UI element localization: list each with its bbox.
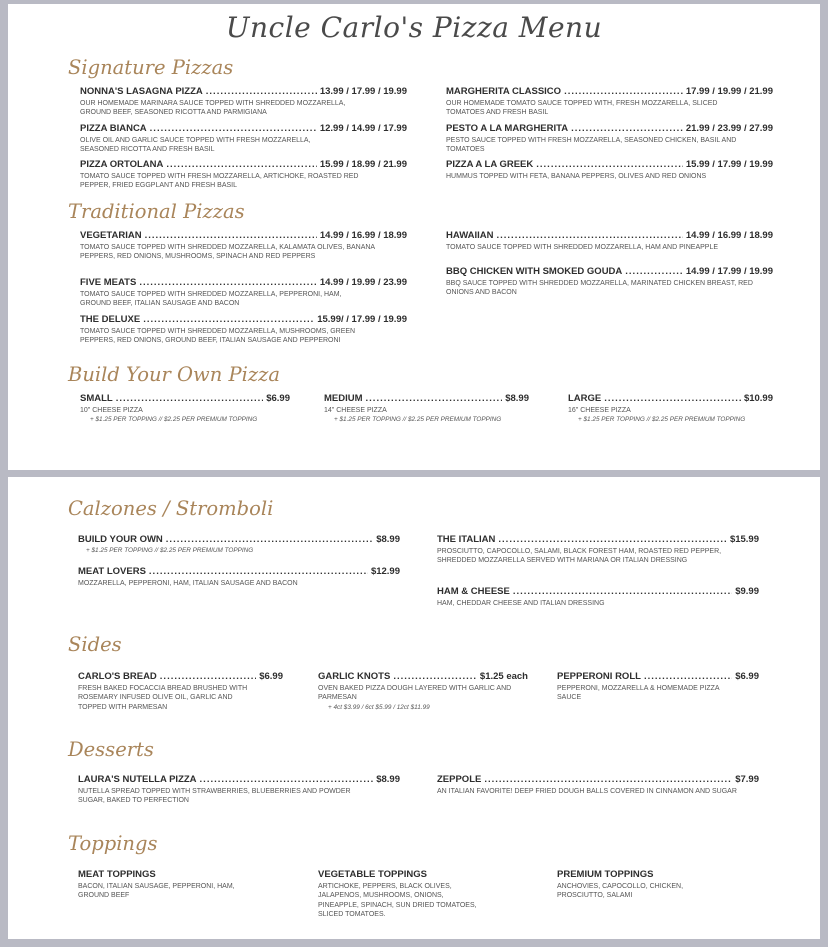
item-description: HAM, CHEDDAR CHEESE AND ITALIAN DRESSING: [437, 600, 605, 607]
item-name: THE DELUXE: [80, 314, 141, 325]
menu-item: [446, 266, 773, 298]
section-title-build: Build Your Own Pizza: [68, 363, 281, 386]
item-quantity-pricing: + 4ct $3.99 / 6ct $5.99 / 12ct $11.99: [328, 703, 430, 711]
item-price: 14.99 / 19.99 / 23.99: [319, 277, 407, 288]
item-price: $7.99: [735, 774, 759, 785]
menu-page-2: [8, 477, 820, 939]
item-description: PESTO SAUCE TOPPED WITH FRESH MOZZARELLA, SEASONED CHICKEN, BASIL AND TOMATOES: [446, 137, 737, 154]
topping-group: [78, 869, 253, 901]
item-description: BBQ SAUCE TOPPED WITH SHREDDED MOZZARELLA, MARINATED CHICKEN BREAST, RED ONIONS AND BACON: [446, 280, 753, 297]
item-description: OUR HOMEMADE MARINARA SAUCE TOPPED WITH SHREDDED MOZZARELLA, GROUND BEEF, SEASONED RICOTTA AND PARMIGIANA: [80, 100, 346, 117]
item-name: LARGE: [568, 393, 602, 404]
topping-group-name: PREMIUM TOPPINGS: [557, 869, 654, 880]
item-description: PROSCIUTTO, CAPOCOLLO, SALAMI, BLACK FOREST HAM, ROASTED RED PEPPER, SHREDDED MOZZARELLA SERVED WITH MARIANA OR ITALIAN DRESSING: [437, 548, 722, 565]
item-name: NONNA'S LASAGNA PIZZA: [80, 86, 203, 97]
item-name: MARGHERITA CLASSICO: [446, 86, 562, 97]
item-name: CARLO'S BREAD: [78, 671, 157, 682]
item-price: $1.25 each: [479, 671, 528, 682]
item-description: OUR HOMEMADE TOMATO SAUCE TOPPED WITH, FRESH MOZZARELLA, SLICED TOMATOES AND FRESH BASIL: [446, 100, 718, 117]
topping-group: [557, 869, 732, 901]
menu-item: [437, 586, 759, 608]
item-price: $10.99: [743, 393, 773, 404]
topping-group-list: BACON, ITALIAN SAUSAGE, PEPPERONI, HAM, GROUND BEEF: [78, 883, 235, 900]
menu-title: Uncle Carlo's Pizza Menu: [225, 11, 603, 44]
menu-item: [318, 671, 528, 712]
item-price: 15.99 / 17.99 / 19.99: [685, 159, 773, 170]
menu-item: [80, 314, 407, 346]
item-name: PIZZA BIANCA: [80, 123, 147, 134]
item-price: $8.99: [376, 774, 400, 785]
item-price: 21.99 / 23.99 / 27.99: [685, 123, 773, 134]
topping-group: [318, 869, 493, 920]
item-name: PIZZA ORTOLANA: [80, 159, 164, 170]
item-description: TOMATO SAUCE TOPPED WITH SHREDDED MOZZARELLA, KALAMATA OLIVES, BANANA PEPPERS, RED ONIONS, MUSHROOMS, SPINACH AND RED PEPPERS: [80, 244, 375, 261]
section-title-toppings: Toppings: [68, 832, 158, 855]
item-price: 13.99 / 17.99 / 19.99: [319, 86, 407, 97]
topping-group-list: ANCHOVIES, CAPOCOLLO, CHICKEN, PROSCIUTTO, SALAMI: [557, 883, 684, 900]
menu-item: [78, 566, 400, 588]
menu-item: [324, 393, 529, 424]
item-description: TOMATO SAUCE TOPPED WITH FRESH MOZZARELLA, ARTICHOKE, ROASTED RED PEPPER, FRIED EGGPLANT AND FRESH BASIL: [80, 173, 359, 190]
item-description: TOMATO SAUCE TOPPED WITH SHREDDED MOZZARELLA, MUSHROOMS, GREEN PEPPERS, RED ONIONS, GROUND BEEF, ITALIAN SAUSAGE AND PEPPERONI: [80, 328, 356, 345]
item-description: HUMMUS TOPPED WITH FETA, BANANA PEPPERS, OLIVES AND RED ONIONS: [446, 173, 707, 180]
item-description: AN ITALIAN FAVORITE! DEEP FRIED DOUGH BALLS COVERED IN CINNAMON AND SUGAR: [437, 788, 737, 795]
item-name: ZEPPOLE: [437, 774, 482, 785]
item-name: HAM & CHEESE: [437, 586, 510, 597]
item-topping-note: + $1.25 PER TOPPING // $2.25 PER PREMIUM TOPPING: [578, 416, 746, 424]
menu-item: [437, 534, 759, 566]
item-price: 14.99 / 16.99 / 18.99: [319, 230, 407, 241]
item-name: FIVE MEATS: [80, 277, 137, 288]
item-topping-note: + $1.25 PER TOPPING // $2.25 PER PREMIUM TOPPING: [90, 416, 258, 424]
item-name: LAURA'S NUTELLA PIZZA: [78, 774, 197, 785]
menu-item: [557, 671, 759, 703]
item-description: TOMATO SAUCE TOPPED WITH SHREDDED MOZZARELLA, HAM AND PINEAPPLE: [446, 244, 719, 251]
menu-item: [80, 393, 290, 424]
menu-item: [437, 774, 759, 796]
item-price: $6.99: [735, 671, 759, 682]
item-price: 14.99 / 17.99 / 19.99: [685, 266, 773, 277]
menu-item: [80, 277, 407, 309]
menu-item: [446, 86, 773, 118]
menu-item: [80, 230, 407, 262]
menu-item: [80, 86, 407, 118]
item-name: HAWAIIAN: [446, 230, 494, 241]
menu-item: [568, 393, 773, 424]
item-name: GARLIC KNOTS: [318, 671, 391, 682]
section-title-sides: Sides: [68, 633, 122, 656]
item-name: BBQ CHICKEN WITH SMOKED GOUDA: [446, 266, 623, 277]
item-description: OLIVE OIL AND GARLIC SAUCE TOPPED WITH FRESH MOZZARELLA, SEASONED RICOTTA AND FRESH BASIL: [80, 137, 311, 154]
menu-item: [446, 230, 773, 252]
item-price: $15.99: [729, 534, 759, 545]
item-price: $6.99: [266, 393, 290, 404]
item-name: SMALL: [80, 393, 113, 404]
item-description: 14" CHEESE PIZZA: [324, 407, 387, 414]
menu-item: [446, 159, 773, 181]
menu-page-1: [8, 4, 820, 470]
item-price: 15.99/ / 17.99 / 19.99: [317, 314, 407, 325]
item-name: THE ITALIAN: [437, 534, 496, 545]
topping-group-list: ARTICHOKE, PEPPERS, BLACK OLIVES, JALAPENOS, MUSHROOMS, ONIONS, PINEAPPLE, SPINACH, SUN DRIED TOMATOES, SLICED TOMATOES.: [318, 883, 477, 919]
item-price: $12.99: [370, 566, 400, 577]
item-description: 16" CHEESE PIZZA: [568, 407, 631, 414]
item-description: MOZZARELLA, PEPPERONI, HAM, ITALIAN SAUSAGE AND BACON: [78, 580, 298, 587]
section-title-traditional: Traditional Pizzas: [68, 200, 245, 223]
item-topping-note: + $1.25 PER TOPPING // $2.25 PER PREMIUM TOPPING: [86, 547, 254, 554]
item-description: TOMATO SAUCE TOPPED WITH SHREDDED MOZZARELLA, PEPPERONI, HAM, GROUND BEEF, ITALIAN SAUSAGE AND BACON: [80, 291, 342, 308]
item-price: $8.99: [505, 393, 529, 404]
item-name: VEGETARIAN: [80, 230, 142, 241]
menu-item: [78, 671, 283, 712]
item-name: BUILD YOUR OWN: [78, 534, 163, 545]
item-description: NUTELLA SPREAD TOPPED WITH STRAWBERRIES, BLUEBERRIES AND POWDER SUGAR, BAKED TO PERFECTION: [78, 788, 351, 805]
topping-group-name: VEGETABLE TOPPINGS: [318, 869, 427, 880]
menu-item: [446, 123, 773, 155]
item-description: OVEN BAKED PIZZA DOUGH LAYERED WITH GARLIC AND PARMESAN: [318, 685, 512, 702]
item-name: PEPPERONI ROLL: [557, 671, 641, 682]
item-description: 10" CHEESE PIZZA: [80, 407, 143, 414]
item-price: $6.99: [259, 671, 283, 682]
item-description: FRESH BAKED FOCACCIA BREAD BRUSHED WITH ROSEMARY INFUSED OLIVE OIL, GARLIC AND TOPPED WITH PARMESAN: [78, 685, 248, 711]
menu-item: [78, 534, 400, 555]
item-price: 15.99 / 18.99 / 21.99: [319, 159, 407, 170]
item-price: $8.99: [376, 534, 400, 545]
item-name: PIZZA A LA GREEK: [446, 159, 534, 170]
item-name: PESTO A LA MARGHERITA: [446, 123, 569, 134]
topping-group-name: MEAT TOPPINGS: [78, 869, 156, 880]
item-price: 12.99 / 14.99 / 17.99: [319, 123, 407, 134]
menu-item: [78, 774, 400, 806]
item-name: MEAT LOVERS: [78, 566, 146, 577]
item-description: PEPPERONI, MOZZARELLA & HOMEMADE PIZZA SAUCE: [557, 685, 720, 702]
menu-item: [80, 123, 407, 155]
section-title-desserts: Desserts: [68, 738, 154, 761]
section-title-calzones: Calzones / Stromboli: [68, 497, 274, 520]
menu-item: [80, 159, 407, 191]
item-topping-note: + $1.25 PER TOPPING // $2.25 PER PREMIUM TOPPING: [334, 416, 502, 424]
section-title-signature: Signature Pizzas: [68, 56, 234, 79]
item-name: MEDIUM: [324, 393, 363, 404]
item-price: 17.99 / 19.99 / 21.99: [685, 86, 773, 97]
item-price: $9.99: [735, 586, 759, 597]
item-price: 14.99 / 16.99 / 18.99: [685, 230, 773, 241]
